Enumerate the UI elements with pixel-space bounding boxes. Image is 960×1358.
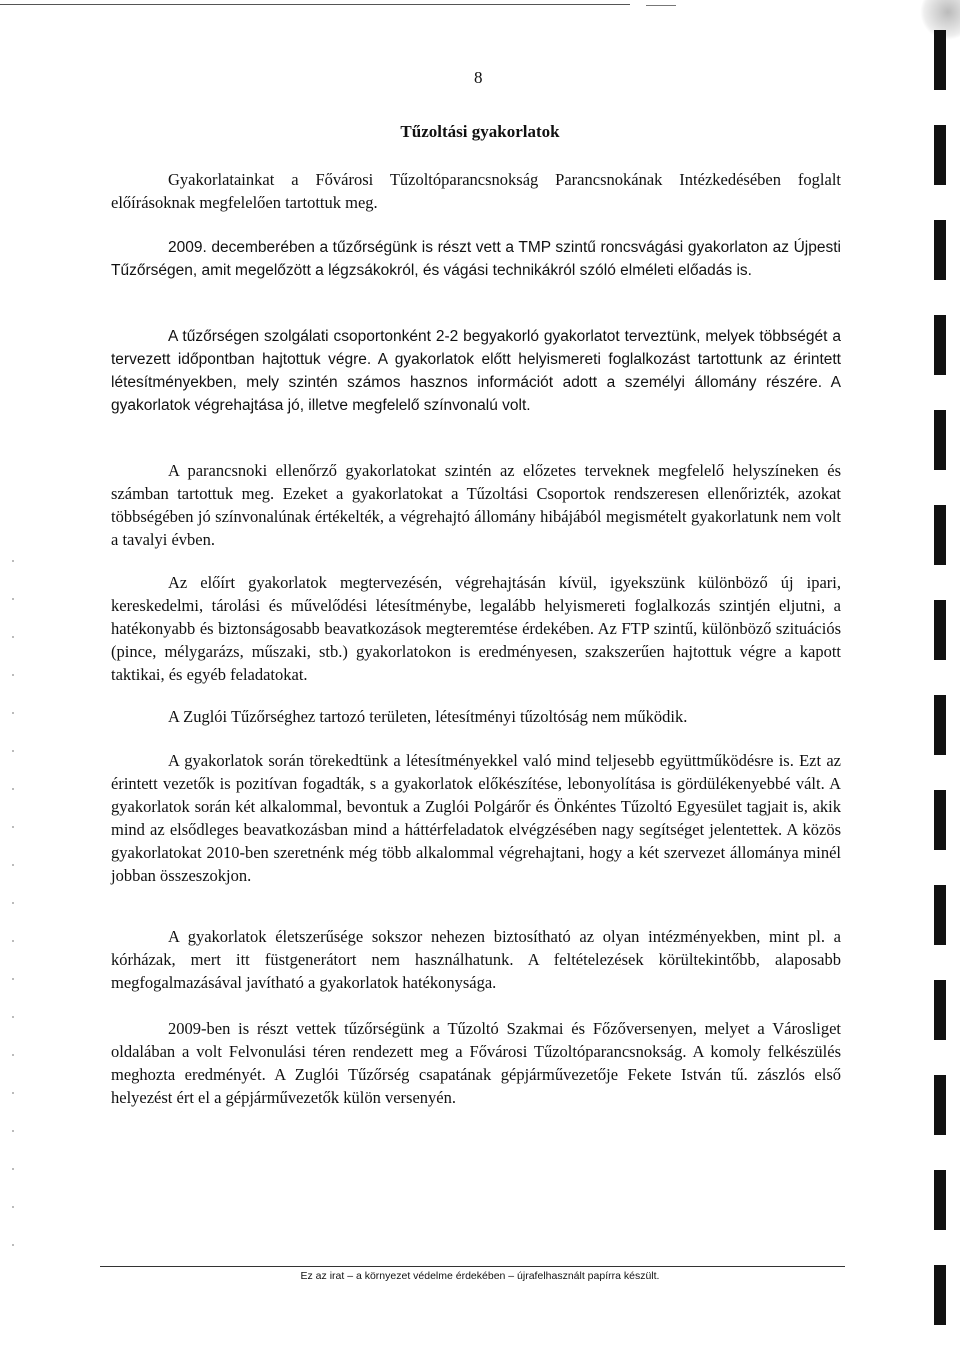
paragraph-1: Gyakorlatainkat a Fővárosi Tűzoltóparancsnokság Parancsnokának Intézkedésében foglalt előírásoknak megfelelően tartottuk meg. — [111, 170, 841, 212]
paragraph-4: A parancsnoki ellenőrző gyakorlatokat szintén az előzetes terveknek megfelelő helyszíneken és számban tartottuk meg. Ezeket a gyakorlatokat a Tűzoltási Csoportok rendszeresen ellenőrizték, azokat többségében jó színvonalúnak értékelték, a végrehajtó állomány hibájából megismételt gyakorlatunk nem volt a tavalyi évben. — [111, 461, 841, 549]
scan-left-dots — [12, 560, 14, 1260]
scan-top-dash — [646, 5, 676, 6]
paragraph-5: Az előírt gyakorlatok megtervezésén, végrehajtásán kívül, igyekszünk különböző új ipari, kereskedelmi, tárolási és művelődési létesítménybe, legalább helyismereti foglalkozás szintjén eljutni, a hatékonyabb és biztonságosabb beavatkozások megteremtése érdekében. Az FTP szintű, különböző szituációs (pince, mélygarázs, műszaki, stb.) gyakorlatokon is eredményesen, szakszerűen hajtottuk végre a kapott taktikai, és egyéb feladatokat. — [111, 573, 841, 684]
scan-top-rule — [0, 4, 630, 5]
scan-right-edge — [934, 30, 946, 1345]
paragraph-7: A gyakorlatok során törekedtünk a létesítményekkel való mind teljesebb együttműködésre is. Ezt az érintett vezetők is pozitívan fogadták, s a gyakorlatok előkészítése, lebonyolítása is gördülékenyebbé vált. A gyakorlatok során két alkalommal, bevontuk a Zuglói Polgárőr és Önkéntes Tűzoltó Egyesület tagjait is, akik mind az elsődleges beavatkozásban mind a háttérfeladatok elvégzésében nagy segítséget jelentettek. A közös gyakorlatokat 2010-ben szeretnénk még több alkalommal végrehajtani, hogy a két szervezet állománya minél jobban összeszokjon. — [111, 751, 841, 885]
footer-note: Ez az irat – a környezet védelme érdekében – újrafelhasznált papírra készült. — [300, 1270, 660, 1282]
paragraph-3: A tűzőrségen szolgálati csoportonként 2-2 begyakorló gyakorlatot terveztünk, melyek többségét a tervezett időpontban hajtottuk végre. A gyakorlatok előtt helyismereti foglalkozást tartottunk az érintett létesítményekben, mely szintén számos hasznos információt adott a személyi állomány részére. A gyakorlatok végrehajtása jó, illetve megfelelő színvonalú volt. — [111, 328, 841, 414]
paragraph-8: A gyakorlatok életszerűsége sokszor nehezen biztosítható az olyan intézményekben, mint pl. a kórházak, mert itt füstgenerátort nem használhatunk. A feltételezések körültekintőbb, alaposabb megfogalmazásával javítható a gyakorlatok hatékonysága. — [111, 927, 841, 992]
paragraph-9: 2009-ben is részt vettek tűzőrségünk a Tűzoltó Szakmai és Főzőversenyen, melyet a Városliget oldalában a volt Felvonulási téren rendezett meg a Fővárosi Tűzoltóparancsnokság. A komoly felkészülés meghozta eredményét. A Zuglói Tűzőrség csapatának gépjárművezetője Fekete István tű. zászlós első helyezést ért el a gépjárművezetők külön versenyén. — [111, 1019, 841, 1107]
footer-rule — [100, 1266, 845, 1267]
paragraph-6: A Zuglói Tűzőrséghez tartozó területen, létesítményi tűzoltóság nem működik. — [168, 707, 688, 726]
page-number: 8 — [474, 68, 483, 87]
section-title: Tűzoltási gyakorlatok — [400, 122, 560, 141]
paragraph-2: 2009. decemberében a tűzőrségünk is részt vett a TMP szintű roncsvágási gyakorlaton az Újpesti Tűzőrségen, amit megelőzött a légzsákokról, és vágási technikákról szóló elméleti előadás is. — [111, 239, 841, 279]
